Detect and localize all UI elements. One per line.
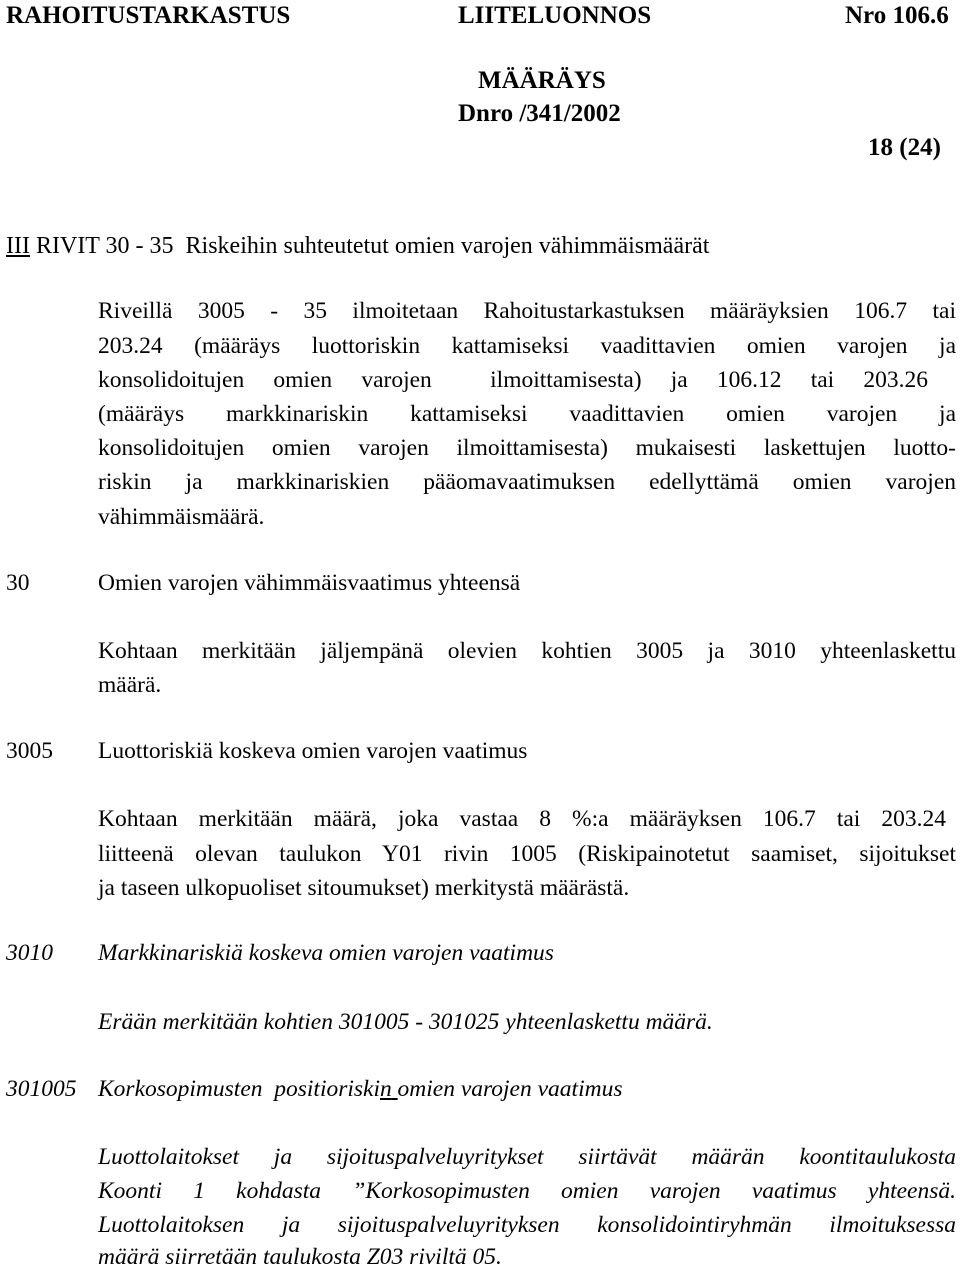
- item-text-line: Kohtaan merkitään jäljempänä olevien kohtien 3005 ja 3010 yhteenlaskettu: [98, 638, 956, 664]
- item-title-3005: Luottoriskiä koskeva omien varojen vaatimus: [98, 738, 528, 764]
- item-code-3005: 3005: [6, 738, 53, 764]
- header-title: MÄÄRÄYS: [478, 67, 606, 94]
- item-text-line: Kohtaan merkitään määrä, joka vastaa 8 %:a määräyksen 106.7 tai 203.24: [98, 806, 946, 832]
- header-document-type: LIITELUONNOS: [458, 2, 652, 29]
- item-text-line: määrä siirretään taulukosta Z03 riviltä 05.: [98, 1244, 502, 1270]
- item-title-part: Korkosopimusten positioriski: [98, 1076, 381, 1102]
- intro-line: konsolidoitujen omien varojen ilmoittamisesta) mukaisesti laskettujen luotto-: [98, 435, 956, 461]
- item-code-301005: 301005: [6, 1076, 77, 1102]
- item-title-part: omien varojen vaatimus: [391, 1076, 623, 1102]
- item-text-line: Erään merkitään kohtien 301005 - 301025 yhteenlaskettu määrä.: [98, 1009, 713, 1035]
- item-title-301005: [98, 1078, 956, 1102]
- item-title-3010: Markkinariskiä koskeva omien varojen vaatimus: [98, 940, 554, 966]
- intro-line: 203.24 (määräys luottoriskin kattamiseksi vaadittavien omien varojen ja: [98, 333, 956, 359]
- item-text-line: Koonti 1 kohdasta ”Korkosopimusten omien varojen vaatimus yhteensä.: [98, 1178, 956, 1204]
- item-title-underlined-part: n: [380, 1076, 392, 1102]
- section-heading: [6, 234, 709, 258]
- section-heading-text: RIVIT 30 - 35 Riskeihin suhteutetut omien varojen vähimmäismäärät: [29, 233, 710, 259]
- item-text-line: ja taseen ulkopuoliset sitoumukset) merkitystä määrästä.: [98, 875, 630, 901]
- item-text-line: liitteenä olevan taulukon Y01 rivin 1005 (Riskipainotetut saamiset, sijoitukset: [98, 841, 956, 867]
- intro-line: konsolidoitujen omien varojen ilmoittamisesta) ja 106.12 tai 203.26: [98, 367, 928, 393]
- header-dnro: Dnro /341/2002: [458, 100, 621, 127]
- intro-line: riskin ja markkinariskien pääomavaatimuksen edellyttämä omien varojen: [98, 469, 956, 495]
- intro-line: Riveillä 3005 - 35 ilmoitetaan Rahoitustarkastuksen määräyksien 106.7 tai: [98, 298, 956, 324]
- item-title-30: Omien varojen vähimmäisvaatimus yhteensä: [98, 570, 521, 596]
- header-organization: RAHOITUSTARKASTUS: [6, 2, 291, 29]
- header-regulation-number: Nro 106.6: [845, 2, 949, 29]
- item-code-3010: 3010: [6, 940, 53, 966]
- item-text-line: Luottolaitokset ja sijoituspalveluyritykset siirtävät määrän koontitaulukosta: [98, 1144, 956, 1170]
- header-page-number: 18 (24): [868, 134, 941, 161]
- section-roman-numeral: III: [6, 233, 30, 259]
- item-text-line: määrä.: [98, 672, 162, 698]
- intro-line: vähimmäismäärä.: [98, 504, 265, 530]
- item-text-line: Luottolaitoksen ja sijoituspalveluyrityksen konsolidointiryhmän ilmoituksessa: [98, 1212, 956, 1238]
- item-code-30: 30: [6, 570, 30, 596]
- intro-line: (määräys markkinariskin kattamiseksi vaadittavien omien varojen ja: [98, 401, 956, 427]
